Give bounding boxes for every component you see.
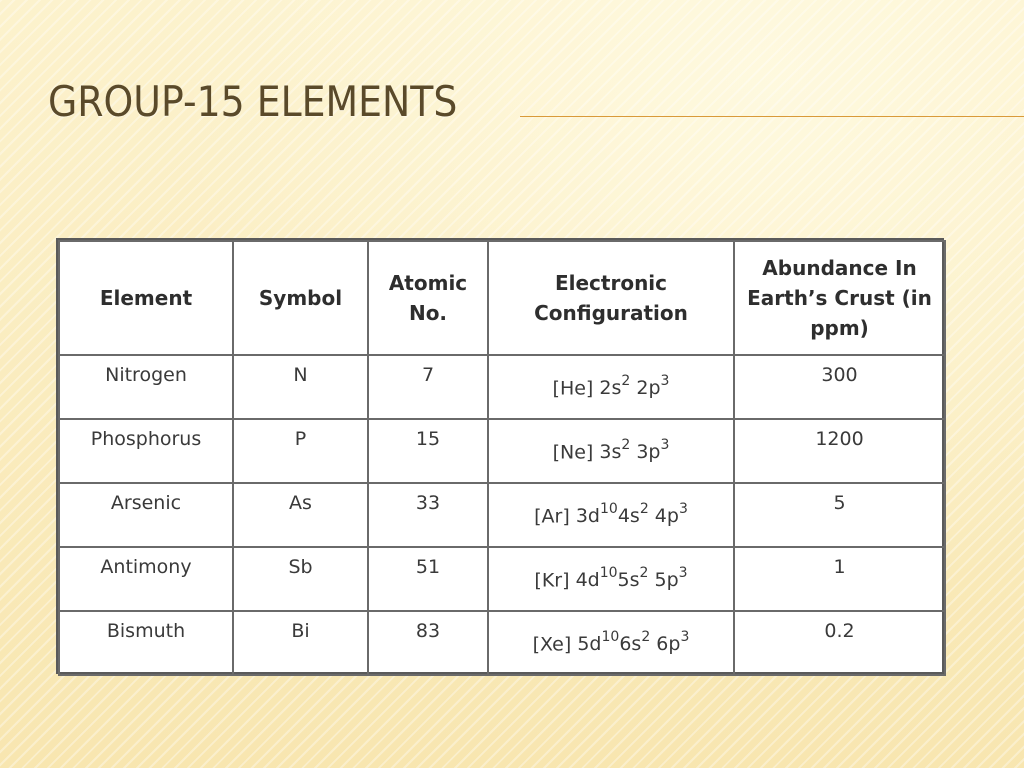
orbital-electrons: 2 <box>641 628 651 645</box>
cell-abundance: 0.2 <box>734 611 945 675</box>
table-row <box>59 419 945 483</box>
orbital-electrons: 10 <box>601 628 620 645</box>
config-core: [He] <box>552 377 594 400</box>
orbital-label: 5s <box>617 569 640 592</box>
config-core: [Ne] <box>552 441 594 464</box>
orbital-label: 2p <box>636 377 661 400</box>
cell-atomic-no: 51 <box>368 547 488 611</box>
orbital-electrons: 2 <box>621 436 631 453</box>
orbital-label: 2s <box>599 377 622 400</box>
config-orbitals <box>577 628 690 656</box>
orbital-electrons: 2 <box>639 564 649 581</box>
orbital-label: 6s <box>619 633 642 656</box>
orbital-label: 3p <box>636 441 661 464</box>
cell-symbol: As <box>233 483 368 547</box>
orbital-electrons: 3 <box>680 628 690 645</box>
orbital-label: 4d <box>575 569 600 592</box>
cell-element: Phosphorus <box>59 419 233 483</box>
orbital-electrons: 10 <box>599 564 618 581</box>
title-underline-rule <box>520 116 1024 117</box>
cell-configuration <box>488 419 734 483</box>
header-atomic-no: Atomic No. <box>368 241 488 355</box>
header-symbol: Symbol <box>233 241 368 355</box>
orbital-label: 4p <box>654 505 679 528</box>
elements-table-container <box>56 238 944 674</box>
cell-symbol: Sb <box>233 547 368 611</box>
orbital-electrons: 10 <box>599 500 618 517</box>
cell-abundance: 1200 <box>734 419 945 483</box>
config-core: [Xe] <box>532 633 572 656</box>
table-row <box>59 483 945 547</box>
cell-abundance: 300 <box>734 355 945 419</box>
orbital-label: 6p <box>656 633 681 656</box>
config-orbitals <box>599 372 670 400</box>
cell-element: Nitrogen <box>59 355 233 419</box>
config-core: [Ar] <box>534 505 570 528</box>
orbital-electrons: 3 <box>678 500 688 517</box>
slide-title: GROUP-15 ELEMENTS <box>48 77 458 126</box>
config-core: [Kr] <box>534 569 570 592</box>
table-row <box>59 547 945 611</box>
orbital-electrons: 2 <box>621 372 631 389</box>
config-orbitals <box>575 564 688 592</box>
orbital-label: 3d <box>575 505 600 528</box>
header-element: Element <box>59 241 233 355</box>
cell-abundance: 5 <box>734 483 945 547</box>
cell-element: Arsenic <box>59 483 233 547</box>
header-electronic-configuration: Electronic Configuration <box>488 241 734 355</box>
orbital-label: 5d <box>577 633 602 656</box>
cell-atomic-no: 33 <box>368 483 488 547</box>
table-row <box>59 611 945 675</box>
cell-atomic-no: 7 <box>368 355 488 419</box>
orbital-electrons: 2 <box>639 500 649 517</box>
cell-symbol: Bi <box>233 611 368 675</box>
table-header-row <box>59 241 945 355</box>
cell-atomic-no: 83 <box>368 611 488 675</box>
cell-symbol: P <box>233 419 368 483</box>
header-abundance: Abundance In Earth’s Crust (in ppm) <box>734 241 945 355</box>
orbital-label: 4s <box>617 505 640 528</box>
table-row <box>59 355 945 419</box>
cell-configuration <box>488 611 734 675</box>
cell-configuration <box>488 483 734 547</box>
orbital-electrons: 3 <box>660 436 670 453</box>
cell-symbol: N <box>233 355 368 419</box>
orbital-label: 3s <box>599 441 622 464</box>
orbital-electrons: 3 <box>660 372 670 389</box>
cell-configuration <box>488 355 734 419</box>
orbital-label: 5p <box>654 569 679 592</box>
cell-abundance: 1 <box>734 547 945 611</box>
cell-element: Antimony <box>59 547 233 611</box>
config-orbitals <box>575 500 688 528</box>
group15-elements-table <box>58 240 946 676</box>
cell-atomic-no: 15 <box>368 419 488 483</box>
config-orbitals <box>599 436 670 464</box>
cell-configuration <box>488 547 734 611</box>
cell-element: Bismuth <box>59 611 233 675</box>
orbital-electrons: 3 <box>678 564 688 581</box>
